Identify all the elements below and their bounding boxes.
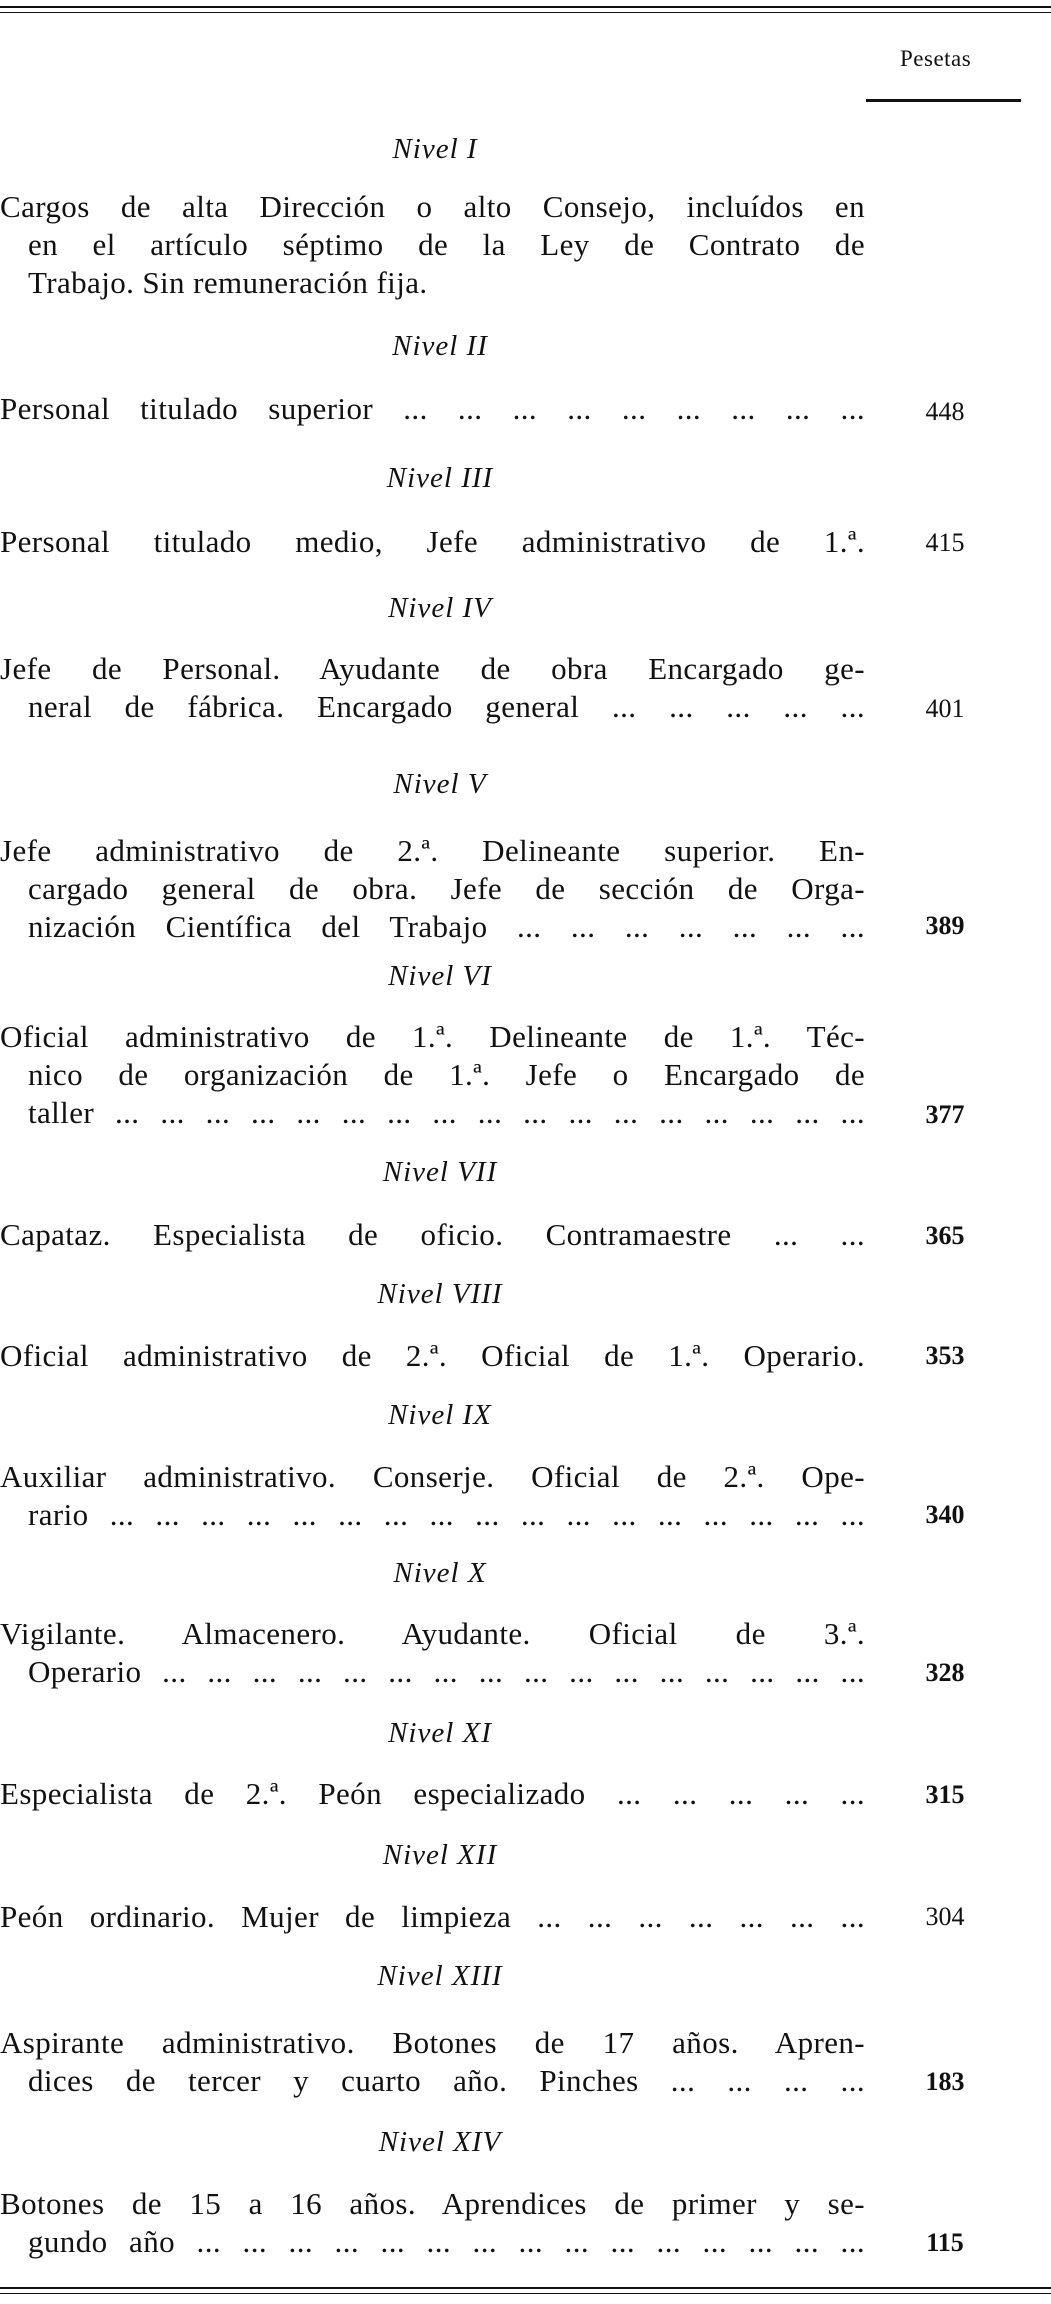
description-line: Operario ... ... ... ... ... ... ... ... ... ... ... ... ... ... ... ...: [28, 1654, 865, 1689]
description-line: Especialista de 2.ª. Peón especializado ... ... ... ... ...: [0, 1776, 865, 1811]
top-rule-thin: [0, 12, 1051, 13]
description-line: Jefe administrativo de 2.ª. Delineante superior. En-: [0, 833, 865, 868]
section-description: [0, 650, 865, 726]
section-description: [0, 2024, 865, 2100]
amount-pesetas: 340: [925, 1500, 965, 1529]
description-line: Jefe de Personal. Ayudante de obra Encargado ge-: [0, 651, 865, 686]
amount-pesetas: 304: [925, 1902, 965, 1931]
amount-pesetas: 115: [926, 2228, 964, 2257]
section-description: [0, 1898, 865, 1936]
description-line: Auxiliar administrativo. Conserje. Oficial de 2.ª. Ope-: [0, 1459, 865, 1494]
section-title: Nivel III: [386, 462, 494, 494]
section-title: Nivel X: [393, 1557, 487, 1589]
amount-pesetas: 183: [925, 2067, 965, 2096]
description-line: Trabajo. Sin remuneración fija.: [28, 265, 428, 300]
section-description: [0, 1018, 865, 1132]
description-line: Capataz. Especialista de oficio. Contramaestre ... ...: [0, 1217, 865, 1252]
column-header-underline: [866, 99, 1021, 102]
description-line: Botones de 15 a 16 años. Aprendices de primer y se-: [0, 2186, 865, 2221]
section-title: Nivel XII: [382, 1839, 498, 1871]
description-line: Personal titulado superior ... ... ... ... ... ... ... ... ...: [0, 391, 865, 426]
section-description: [0, 390, 865, 428]
description-line: Aspirante administrativo. Botones de 17 años. Apren-: [0, 2025, 865, 2060]
description-line: cargado general de obra. Jefe de sección de Orga-: [28, 871, 865, 906]
description-line: neral de fábrica. Encargado general ... ... ... ... ...: [28, 689, 865, 724]
section-title: Nivel IV: [388, 592, 492, 624]
description-line: taller ... ... ... ... ... ... ... ... ... ... ... ... ... ... ... ... ...: [28, 1095, 865, 1130]
section-title: Nivel II: [392, 330, 488, 362]
description-line: Oficial administrativo de 2.ª. Oficial de 1.ª. Operario.: [0, 1338, 865, 1373]
bottom-rule-thin: [0, 2293, 1051, 2294]
amount-pesetas: 401: [925, 694, 965, 723]
description-line: Cargos de alta Dirección o alto Consejo, incluídos en: [0, 189, 865, 224]
section-title: Nivel V: [393, 768, 487, 800]
amount-pesetas: 377: [925, 1100, 965, 1129]
section-description: [0, 188, 865, 302]
description-line: en el artículo séptimo de la Ley de Contrato de: [28, 227, 865, 262]
section-title: Nivel VIII: [377, 1278, 503, 1310]
section-title: Nivel XIV: [378, 2126, 502, 2158]
section-description: [0, 1337, 865, 1375]
description-line: nico de organización de 1.ª. Jefe o Encargado de: [28, 1057, 865, 1092]
amount-pesetas: 353: [925, 1341, 965, 1370]
description-line: Peón ordinario. Mujer de limpieza ... ... ... ... ... ... ...: [0, 1899, 865, 1934]
section-description: [0, 523, 865, 561]
description-line: Oficial administrativo de 1.ª. Delineante de 1.ª. Téc-: [0, 1019, 865, 1054]
column-header-pesetas: Pesetas: [900, 46, 972, 71]
description-line: nización Científica del Trabajo ... ... ... ... ... ... ...: [28, 909, 865, 944]
description-line: gundo año ... ... ... ... ... ... ... ... ... ... ... ... ... ... ...: [28, 2224, 865, 2259]
amount-pesetas: 389: [925, 911, 965, 940]
section-title: Nivel XIII: [377, 1960, 503, 1992]
section-description: [0, 1775, 865, 1813]
section-description: [0, 1458, 865, 1534]
amount-pesetas: 448: [925, 397, 965, 426]
section-description: [0, 2185, 865, 2261]
description-line: Vigilante. Almacenero. Ayudante. Oficial de 3.ª.: [0, 1616, 865, 1651]
amount-pesetas: 328: [925, 1658, 965, 1687]
description-line: dices de tercer y cuarto año. Pinches ... ... ... ...: [28, 2063, 865, 2098]
amount-pesetas: 415: [925, 528, 965, 557]
section-title: Nivel IX: [388, 1399, 492, 1431]
section-description: [0, 832, 865, 946]
section-description: [0, 1216, 865, 1254]
amount-pesetas: 315: [925, 1780, 965, 1809]
section-description: [0, 1615, 865, 1691]
section-title: Nivel XI: [388, 1717, 492, 1749]
description-line: rario ... ... ... ... ... ... ... ... ... ... ... ... ... ... ... ... ...: [28, 1497, 865, 1532]
top-rule: [0, 6, 1051, 8]
section-title: Nivel VII: [382, 1156, 498, 1188]
bottom-rule: [0, 2287, 1051, 2289]
amount-pesetas: 365: [925, 1221, 965, 1250]
section-title: Nivel I: [392, 133, 478, 165]
description-line: Personal titulado medio, Jefe administrativo de 1.ª.: [0, 524, 865, 559]
section-title: Nivel VI: [388, 960, 492, 992]
